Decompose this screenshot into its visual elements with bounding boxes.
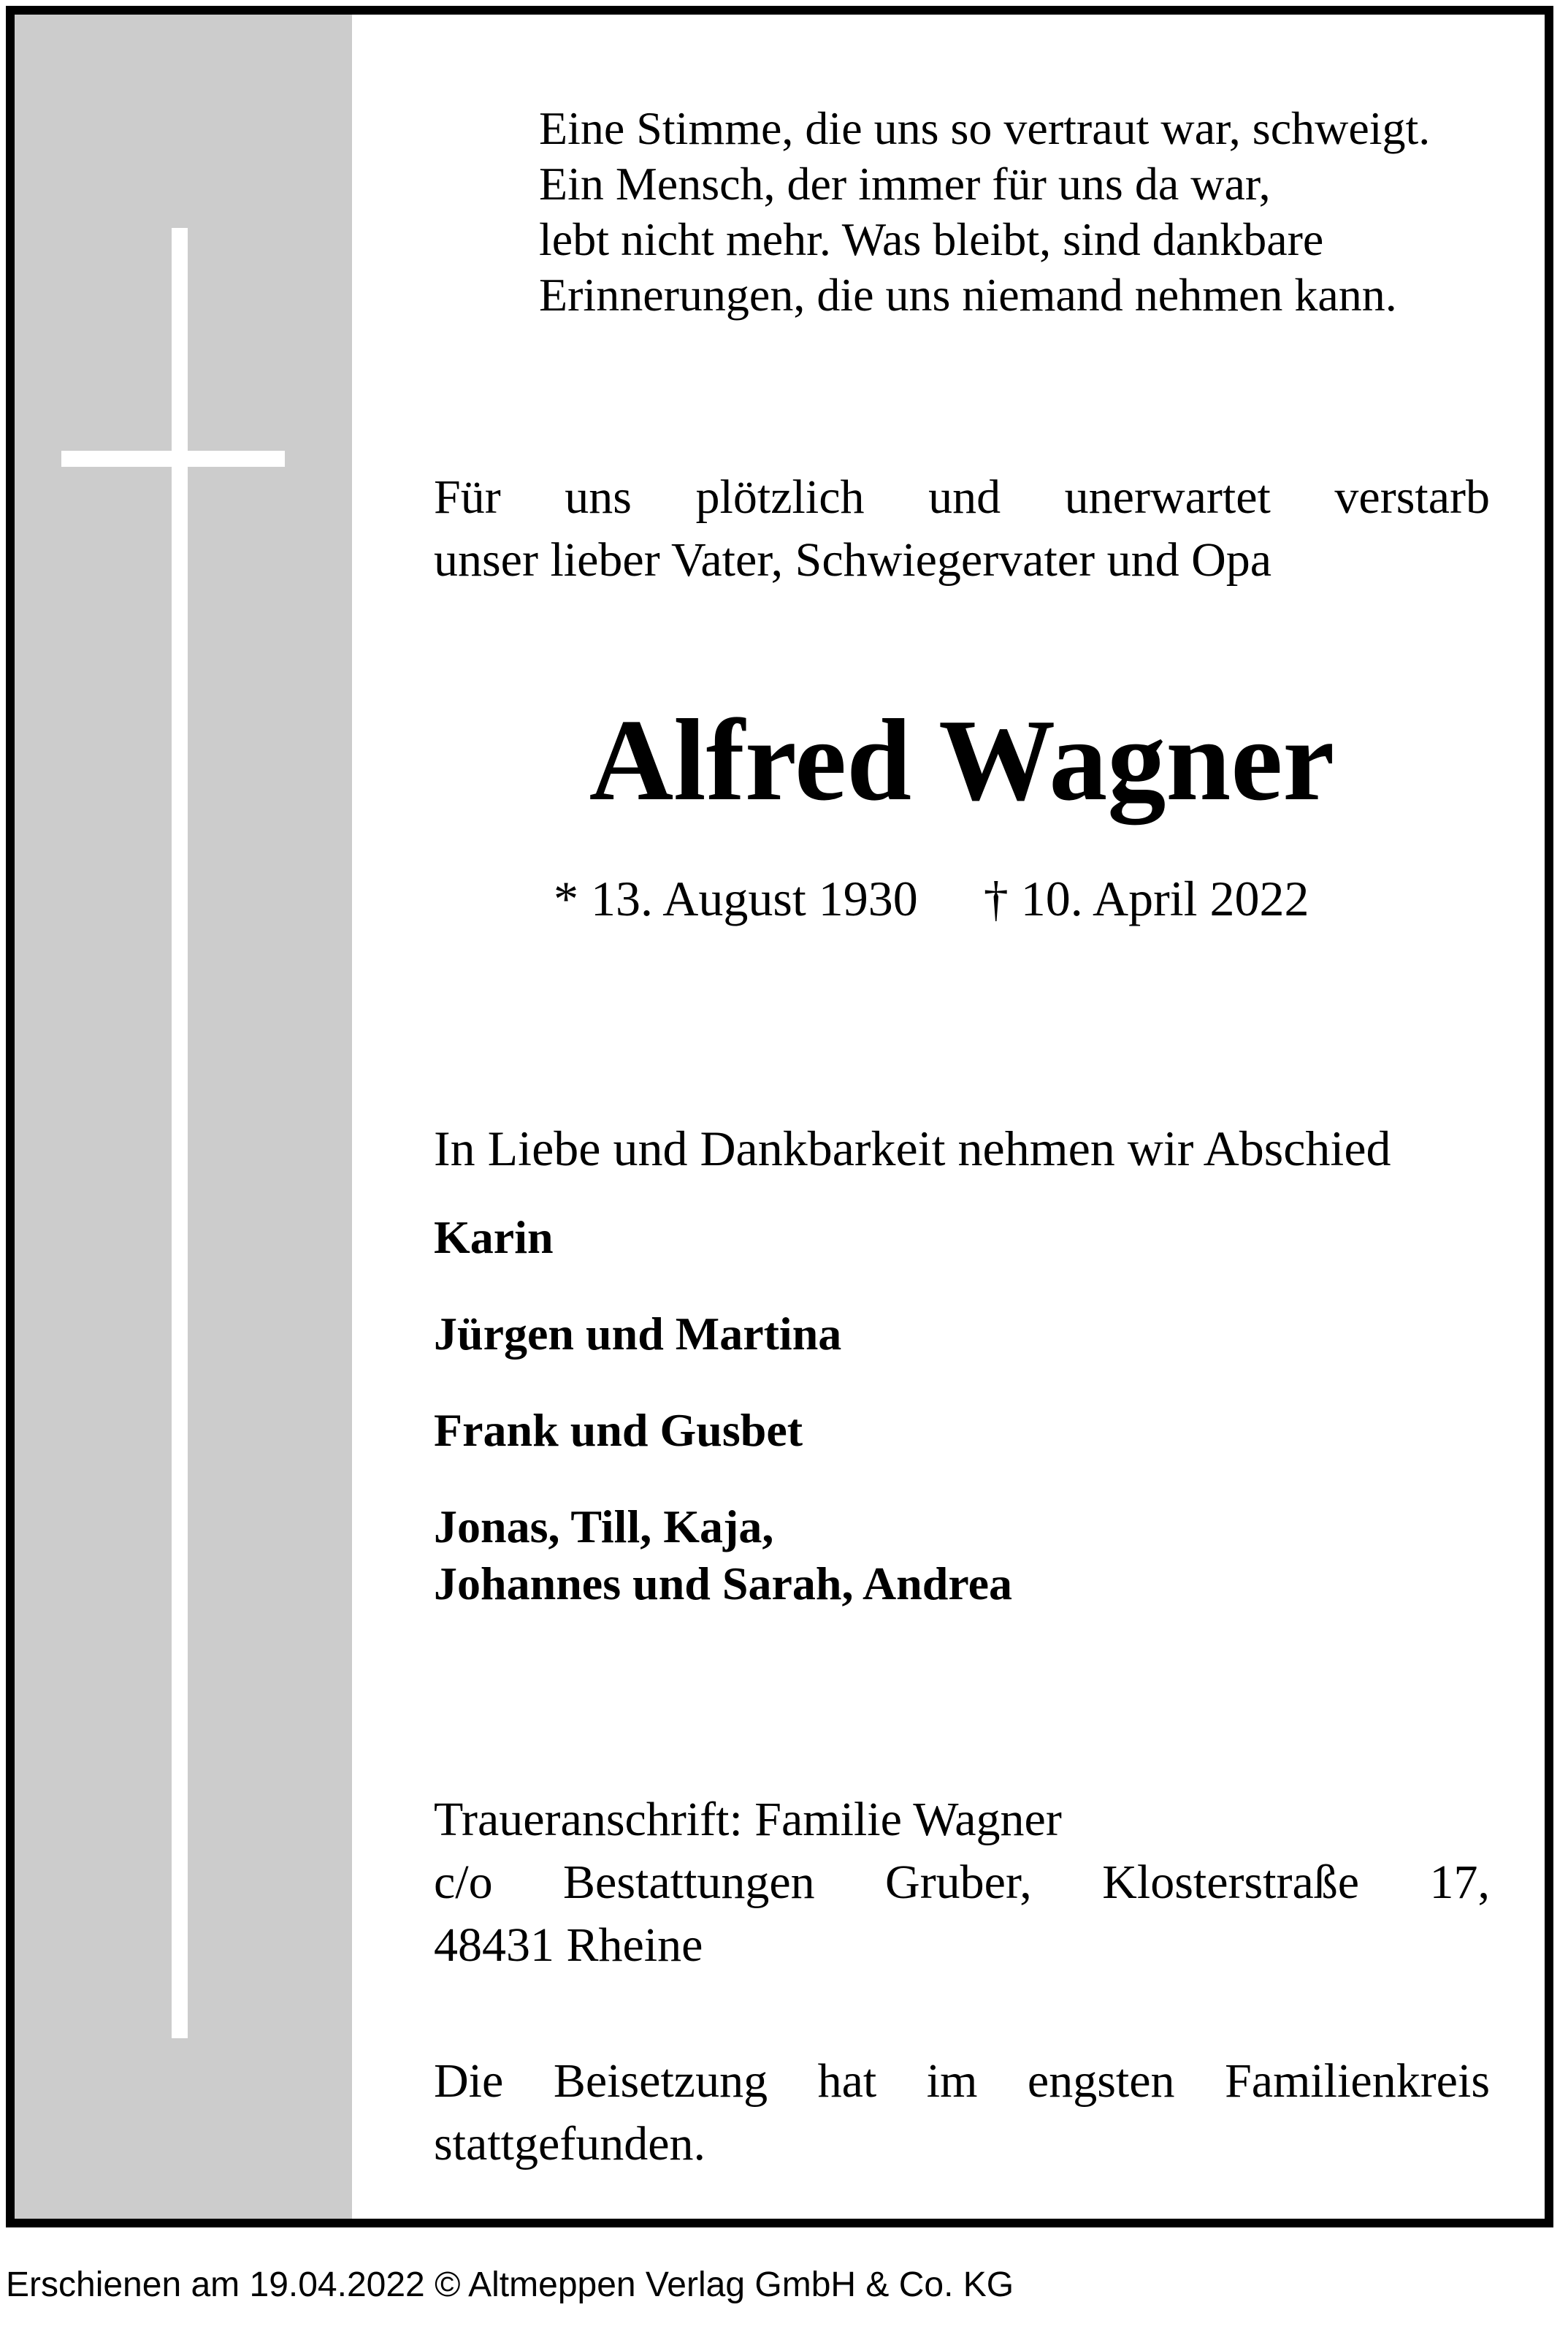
deceased-name: Alfred Wagner — [589, 695, 1335, 825]
burial-line: stattgefunden. — [434, 2117, 706, 2170]
mourner-name: Jürgen und Martina — [434, 1308, 842, 1360]
cross-icon — [172, 228, 188, 2038]
mourner-name: Karin — [434, 1211, 554, 1263]
death-date: † 10. April 2022 — [983, 871, 1309, 926]
life-dates — [554, 869, 1309, 928]
address-line: Traueranschrift: Familie Wagner — [434, 1793, 1062, 1846]
verse-line: Ein Mensch, der immer für uns da war, — [539, 158, 1271, 210]
memorial-verse — [539, 101, 1430, 323]
cross-icon-crossbar — [61, 451, 285, 467]
birth-date: * 13. August 1930 — [554, 871, 918, 926]
address-line: 48431 Rheine — [434, 1918, 703, 1972]
address-line: c/o Bestattungen Gruber, Klosterstraße 17, — [434, 1856, 1490, 1909]
obituary-notice — [6, 6, 1553, 2227]
mourning-address — [434, 1788, 1490, 1977]
publication-credit: Erschienen am 19.04.2022 © Altmeppen Verlag GmbH & Co. KG — [6, 2265, 1014, 2304]
side-band — [15, 15, 352, 2219]
announcement-line: Für uns plötzlich und unerwartet verstarb — [434, 470, 1490, 524]
verse-line: Eine Stimme, die uns so vertraut war, schweigt. — [539, 102, 1431, 154]
death-announcement — [434, 466, 1490, 592]
mourner-name: Johannes und Sarah, Andrea — [434, 1558, 1012, 1609]
burial-note — [434, 2050, 1490, 2176]
verse-line: lebt nicht mehr. Was bleibt, sind dankbare — [539, 213, 1324, 265]
mourner-name: Frank und Gusbet — [434, 1404, 803, 1456]
verse-line: Erinnerungen, die uns niemand nehmen kann. — [539, 269, 1397, 321]
mourner-name: Jonas, Till, Kaja, — [434, 1501, 774, 1552]
farewell-line: In Liebe und Dankbarkeit nehmen wir Abschied — [434, 1121, 1391, 1176]
burial-line: Die Beisetzung hat im engsten Familienkreis — [434, 2054, 1490, 2108]
announcement-line: unser lieber Vater, Schwiegervater und Opa — [434, 533, 1272, 587]
